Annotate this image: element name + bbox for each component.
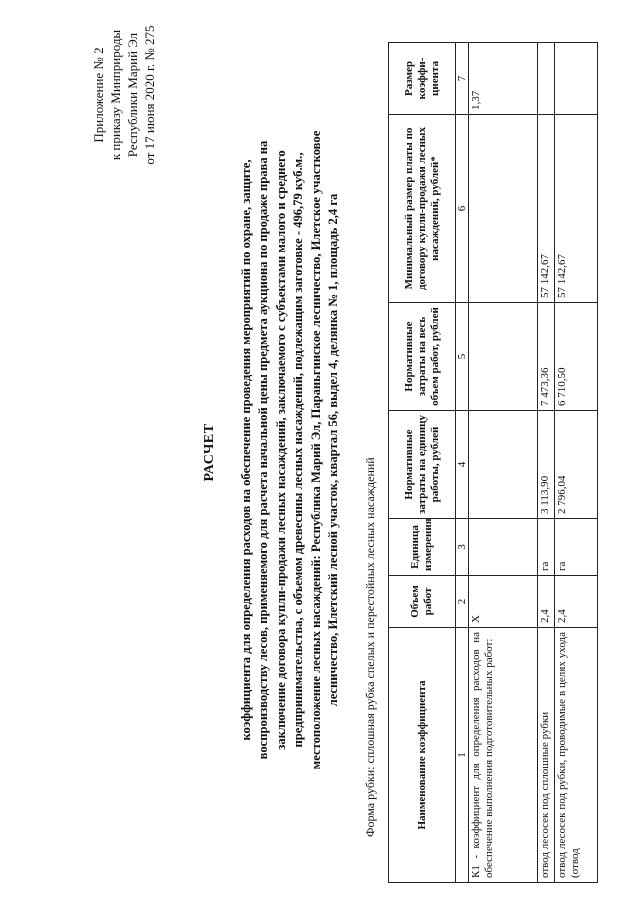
table-row [555,43,598,883]
column-number: 7 [456,43,469,115]
column-number-row [456,43,469,883]
coefficient-value-cell [555,43,598,115]
coefficient-value-cell: 1,37 [469,43,538,115]
table-row [469,43,538,883]
table-cell: 57 142,67 [555,115,598,303]
column-number: 4 [456,411,469,519]
document-title: РАСЧЕТ [202,423,217,482]
description-line: коэффициента для определения расходов на обеспечение проведения мероприятий по охране, защите, [239,159,253,741]
description-line: заключение договора купли-продажи лесных насаждений, заключаемого с субъектами малого и среднего [273,150,288,750]
description-line: предпринимательства, с объемом древесины лесных насаждений, подлежащим заготовке - 496,79 куб.м., [291,152,306,748]
description-line: местоположение лесных насаждений: Республика Марий Эл, Параньгинское лесничество, Илетское участковое [308,130,323,770]
header-cell: Минимальный размер платы по договору купли-продажи лесных насаждений, рублей* [389,115,456,303]
table-cell: га [555,519,598,576]
description-line: воспроизводству лесов, применяемого для расчета начальной цены предмета аукциона по продаже права на [256,140,271,760]
table-cell: 6 710,50 [555,303,598,411]
table-header-row [389,43,456,883]
table-cell [469,411,538,519]
table-cell: 7 473,36 [538,303,555,411]
cutting-form-line: Форма рубки: сплошная рубка спелых и перестойных лесных насаждений [363,457,377,837]
column-number: 3 [456,519,469,576]
coefficient-name-cell: отвод лесосек под сплошные рубки [538,628,555,883]
appendix-line: Приложение № 2 [91,47,106,143]
table-cell: 2,4 [555,576,598,628]
header-cell: Размер коэффи-циента [389,43,456,115]
table-cell: 2 796,04 [555,411,598,519]
document-description [238,55,342,845]
column-number: 1 [456,628,469,883]
table-cell [469,115,538,303]
header-cell: Нормативные затраты на весь объем работ, рублей [389,303,456,411]
coefficient-name-cell: К1 - коэффициент для определения расходов на обеспечение выполнения подготовительных работ: [469,628,538,883]
table-cell: X [469,576,538,628]
table-cell [469,303,538,411]
appendix-header [90,20,158,170]
table-cell: 57 142,67 [538,115,555,303]
coefficient-table [388,42,598,883]
appendix-line: Республики Марий Эл [125,32,140,158]
table-cell: га [538,519,555,576]
table-cell: 2,4 [538,576,555,628]
appendix-line: к приказу Минприроды [108,29,123,161]
table-row [538,43,555,883]
header-cell: Единица измерения [389,519,456,576]
column-number: 6 [456,115,469,303]
header-cell: Объем работ [389,576,456,628]
table-cell: 3 113,90 [538,411,555,519]
column-number: 5 [456,303,469,411]
header-cell: Нормативные затраты на единицу работы, рублей [389,411,456,519]
header-cell: Наименование коэффициента [389,628,456,883]
description-line: лесничество, Илетский лесной участок, квартал 56, выдел 4, делянка № 1, площадь 2,4 га [326,193,341,707]
coefficient-name-cell: отвод лесосек под рубки, проводимые в целях ухода (отвод [555,628,598,883]
table-cell [469,519,538,576]
appendix-line: от 17 июня 2020 г. № 275 [142,25,157,165]
column-number: 2 [456,576,469,628]
coefficient-value-cell [538,43,555,115]
